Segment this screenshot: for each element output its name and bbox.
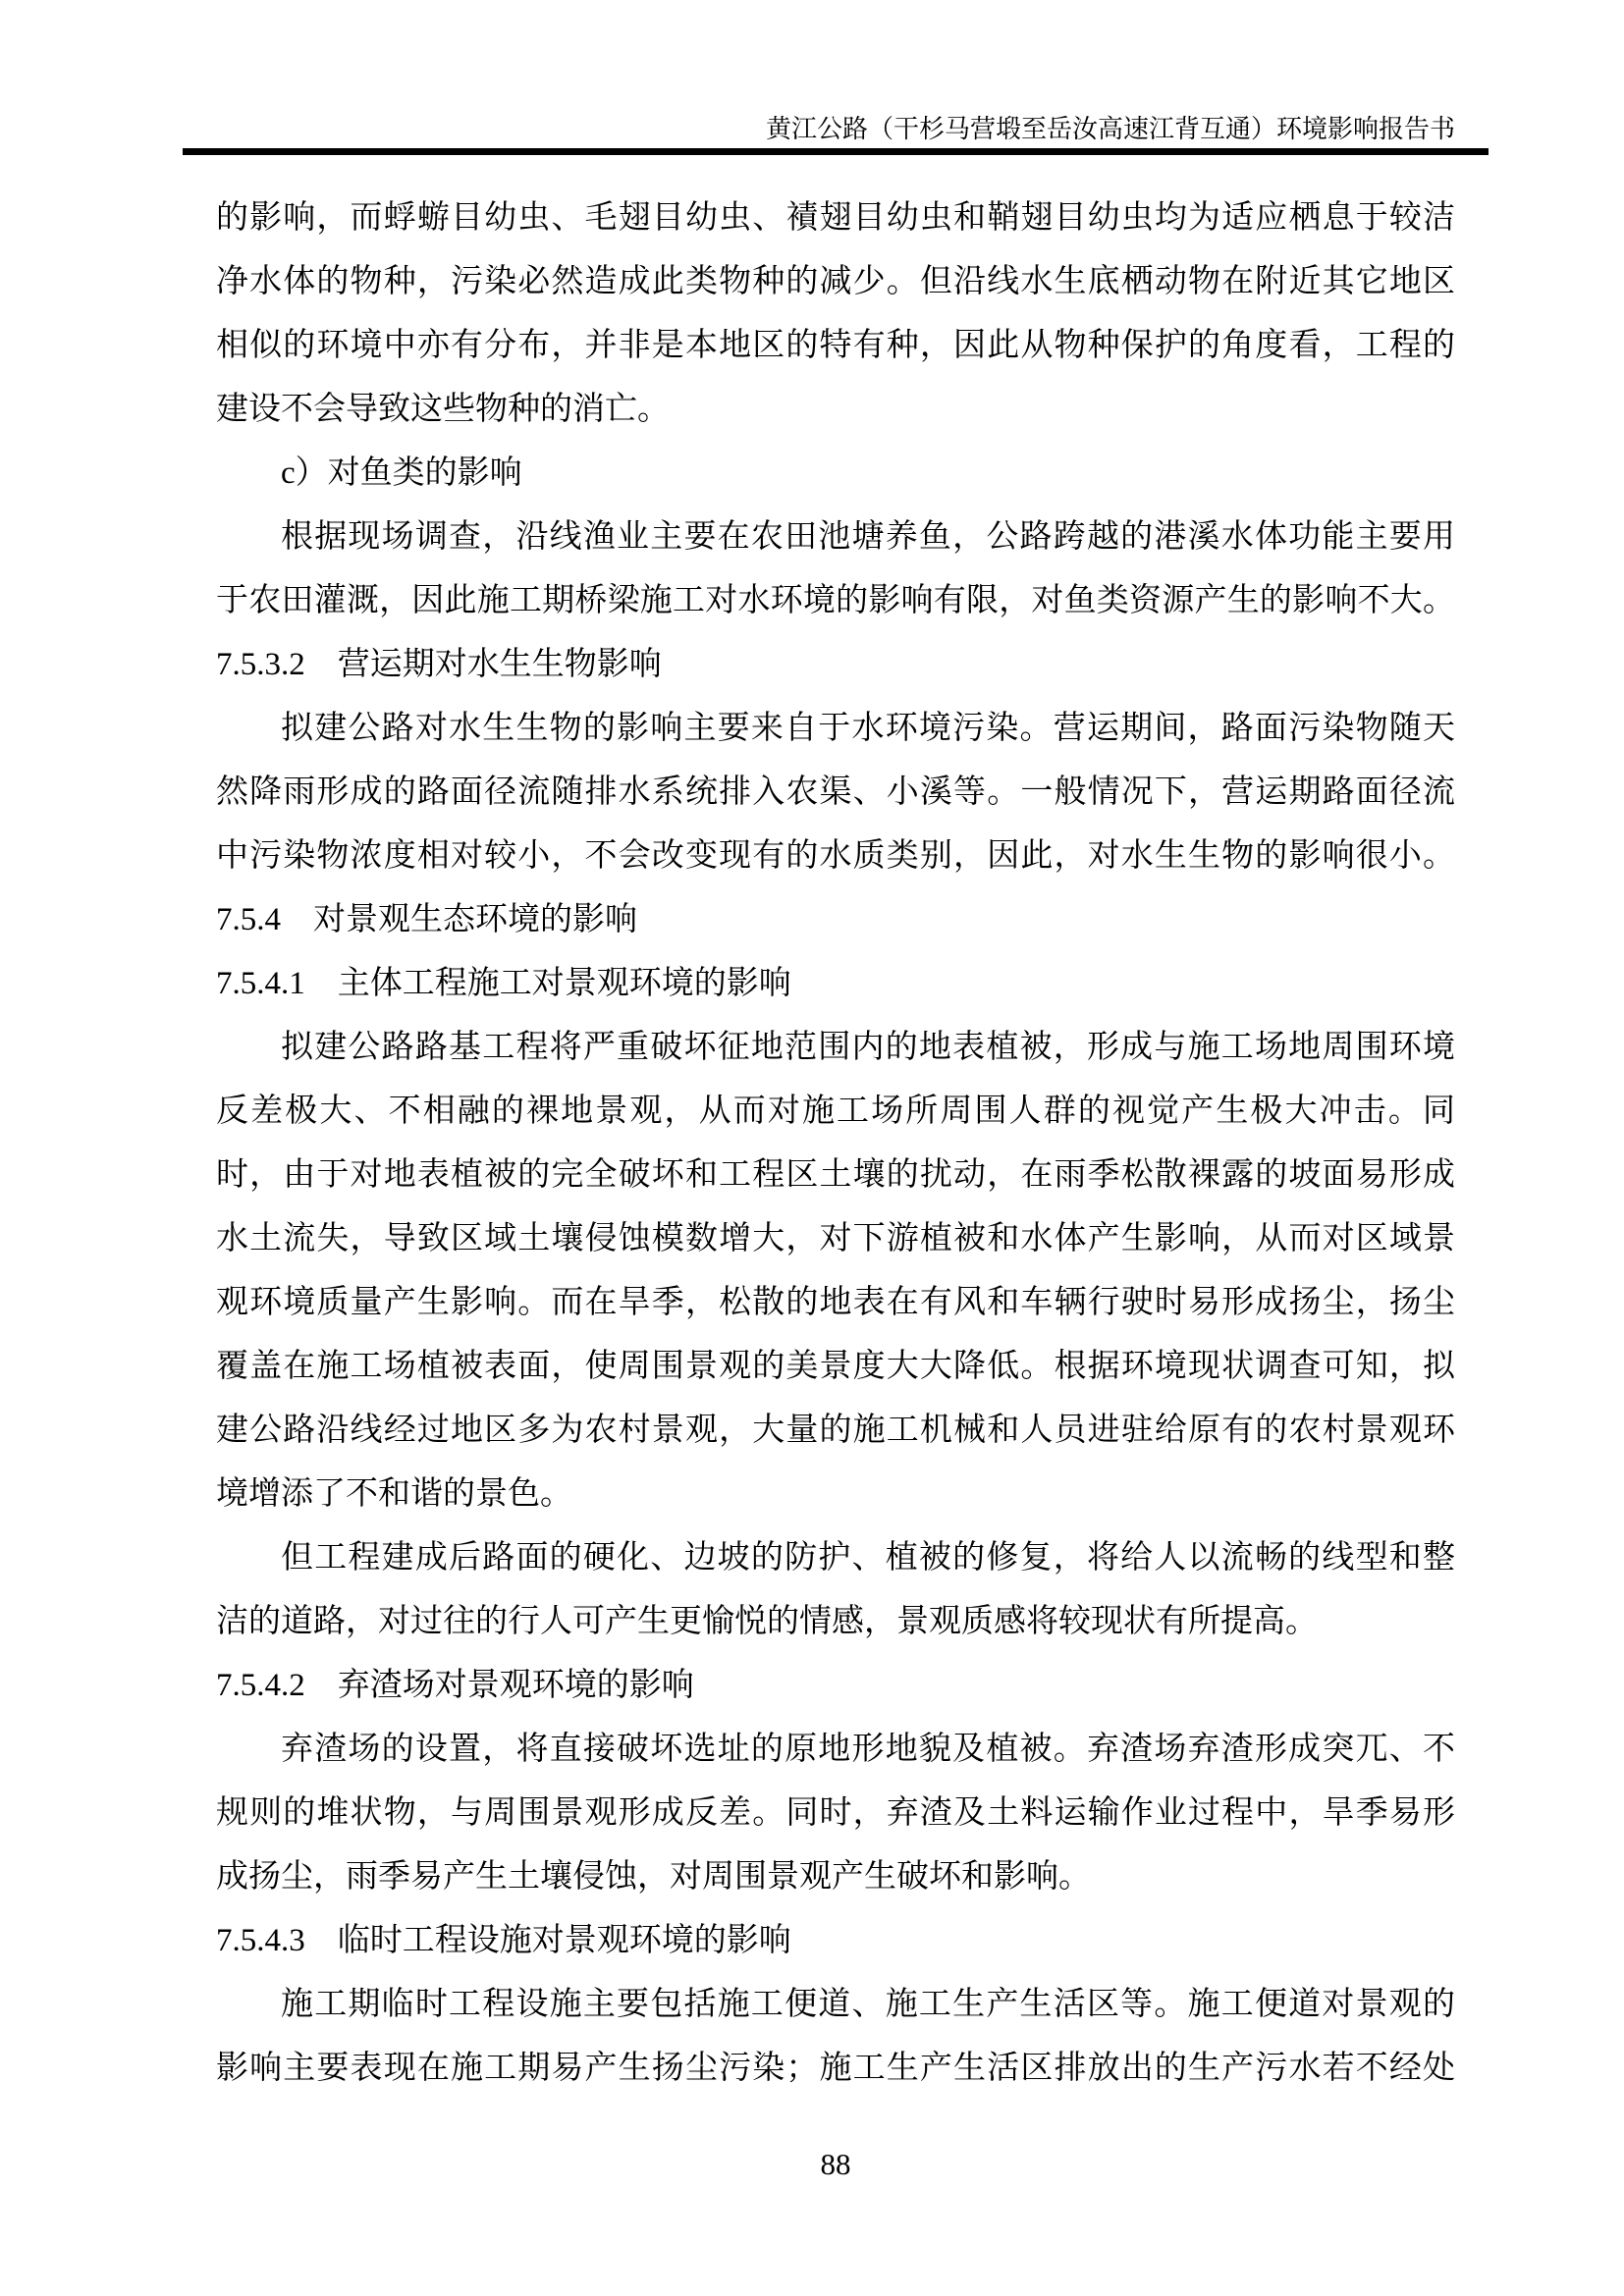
text-line: 于农田灌溉，因此施工期桥梁施工对水环境的影响有限，对鱼类资源产生的影响不大。 <box>216 583 1455 618</box>
section-heading: 7.5.4.2 弃渣场对景观环境的影响 <box>216 1668 694 1703</box>
text-line: 反差极大、不相融的裸地景观，从而对施工场所周围人群的视觉产生极大冲击。同 <box>216 1094 1455 1129</box>
text-line: 拟建公路路基工程将严重破坏征地范围内的地表植被，形成与施工场地周围环境 <box>281 1030 1455 1065</box>
page-header <box>216 110 1455 149</box>
text-line: 建设不会导致这些物种的消亡。 <box>216 392 670 427</box>
header-title: 黄江公路（干杉马营塅至岳汝高速江背互通）环境影响报告书 <box>765 115 1455 143</box>
text-line: 根据现场调查，沿线渔业主要在农田池塘养鱼，公路跨越的港溪水体功能主要用 <box>281 519 1455 555</box>
section-heading: 7.5.4.1 主体工程施工对景观环境的影响 <box>216 966 791 1001</box>
text-line: 规则的堆状物，与周围景观形成反差。同时，弃渣及土料运输作业过程中，旱季易形 <box>216 1795 1455 1831</box>
text-line: 弃渣场的设置，将直接破坏选址的原地形地貌及植被。弃渣场弃渣形成突兀、不 <box>281 1732 1455 1767</box>
text-line: 相似的环境中亦有分布，并非是本地区的特有种，因此从物种保护的角度看，工程的 <box>216 328 1455 363</box>
text-line: 影响主要表现在施工期易产生扬尘污染；施工生产生活区排放出的生产污水若不经处 <box>216 2051 1455 2086</box>
text-line: 水土流失，导致区域土壤侵蚀模数增大，对下游植被和水体产生影响，从而对区域景 <box>216 1221 1455 1256</box>
text-line: 境增添了不和谐的景色。 <box>216 1476 572 1512</box>
page-body <box>216 187 1455 2101</box>
section-heading: 7.5.3.2 营运期对水生生物影响 <box>216 647 662 682</box>
text-line: 净水体的物种，污染必然造成此类物种的减少。但沿线水生底栖动物在附近其它地区 <box>216 264 1455 299</box>
text-line: 中污染物浓度相对较小，不会改变现有的水质类别，因此，对水生生物的影响很小。 <box>216 838 1455 874</box>
text-line: 拟建公路对水生生物的影响主要来自于水环境污染。营运期间，路面污染物随天 <box>281 711 1455 746</box>
text-line: c）对鱼类的影响 <box>281 455 522 491</box>
text-line: 建公路沿线经过地区多为农村景观，大量的施工机械和人员进驻给原有的农村景观环 <box>216 1413 1455 1448</box>
text-line: 时，由于对地表植被的完全破坏和工程区土壤的扰动，在雨季松散裸露的坡面易形成 <box>216 1157 1455 1193</box>
section-heading: 7.5.4 对景观生态环境的影响 <box>216 902 637 937</box>
text-line: 施工期临时工程设施主要包括施工便道、施工生产生活区等。施工便道对景观的 <box>281 1987 1455 2022</box>
text-line: 洁的道路，对过往的行人可产生更愉悦的情感，景观质感将较现状有所提高。 <box>216 1604 1318 1639</box>
page-number: 88 <box>820 2147 851 2181</box>
text-line: 的影响，而蜉蝣目幼虫、毛翅目幼虫、襀翅目幼虫和鞘翅目幼虫均为适应栖息于较洁 <box>216 200 1455 236</box>
text-line: 然降雨形成的路面径流随排水系统排入农渠、小溪等。一般情况下，营运期路面径流 <box>216 774 1455 810</box>
text-line: 覆盖在施工场植被表面，使周围景观的美景度大大降低。根据环境现状调查可知，拟 <box>216 1349 1455 1384</box>
text-line: 观环境质量产生影响。而在旱季，松散的地表在有风和车辆行驶时易形成扬尘，扬尘 <box>216 1285 1455 1320</box>
text-line: 成扬尘，雨季易产生土壤侵蚀，对周围景观产生破坏和影响。 <box>216 1859 1091 1895</box>
section-heading: 7.5.4.3 临时工程设施对景观环境的影响 <box>216 1923 791 1958</box>
header-rule <box>183 148 1489 155</box>
text-line: 但工程建成后路面的硬化、边坡的防护、植被的修复，将给人以流畅的线型和整 <box>281 1540 1455 1575</box>
page-footer <box>216 2140 1455 2189</box>
